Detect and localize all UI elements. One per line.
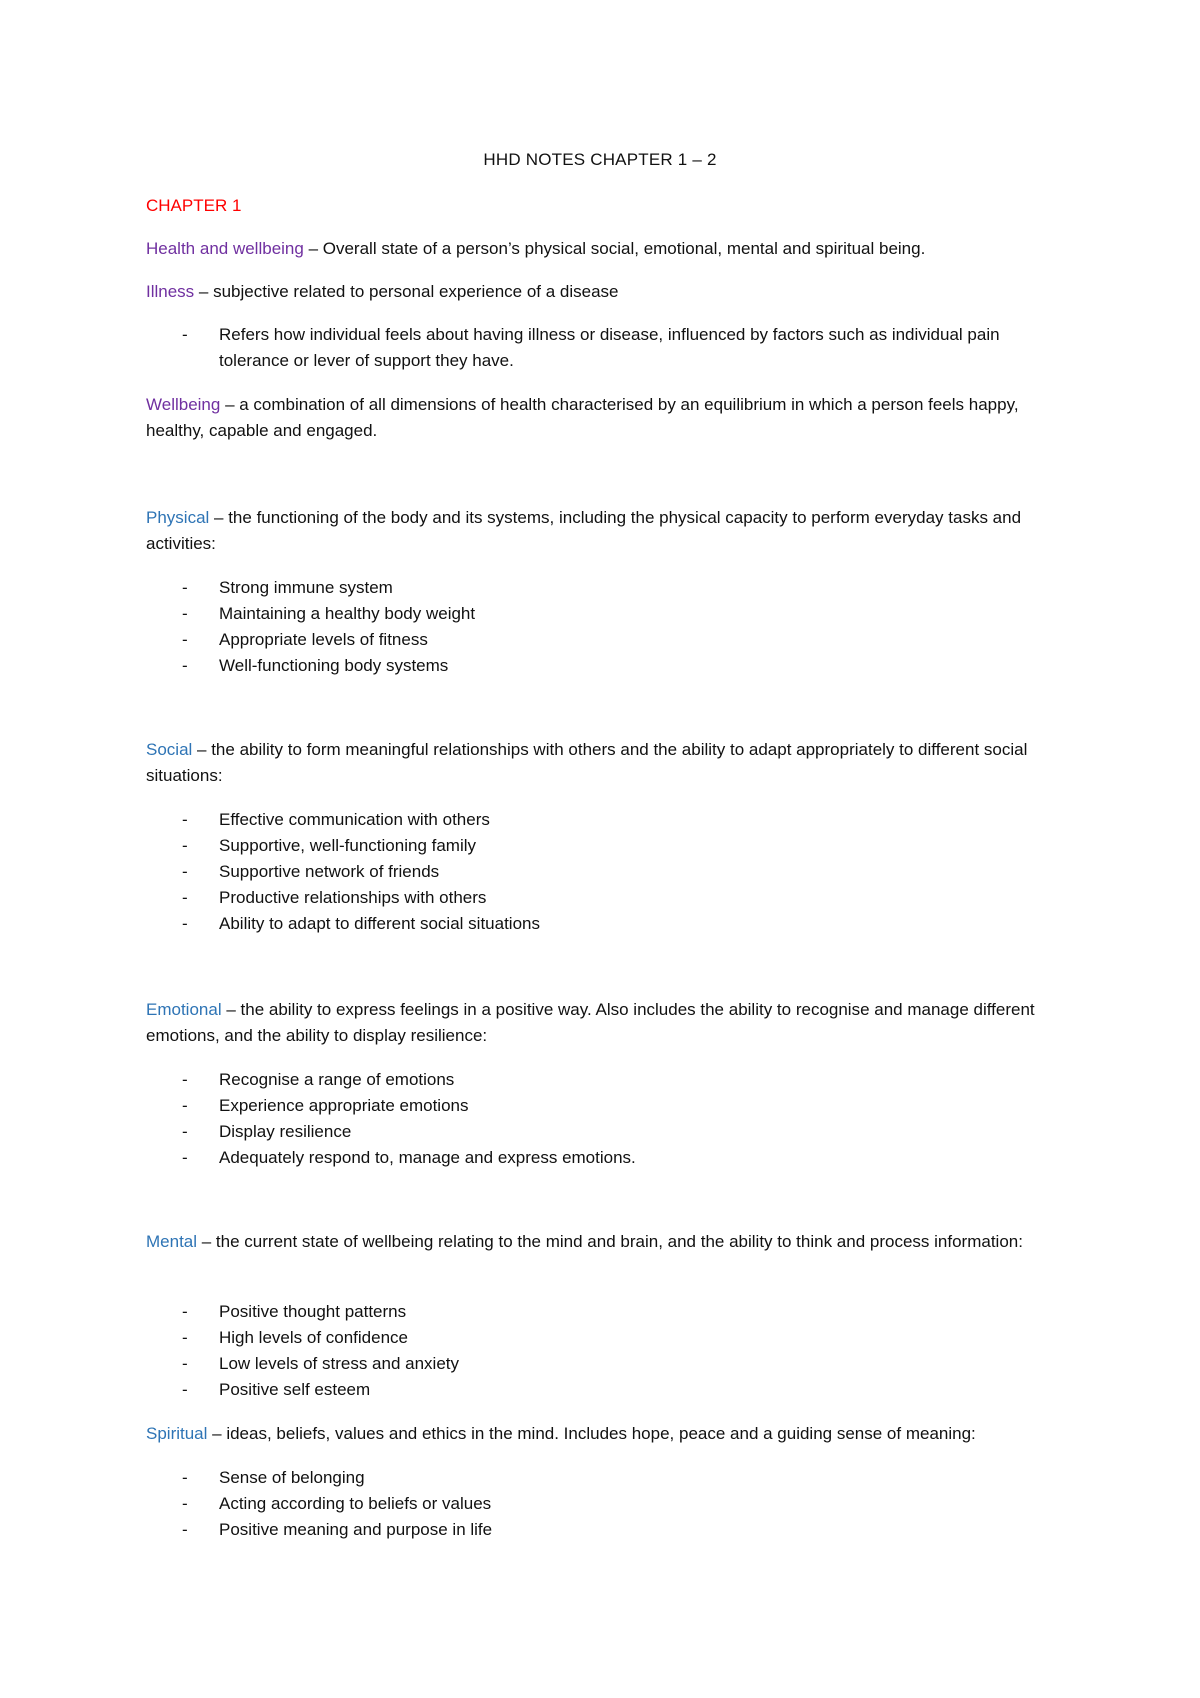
definition-text: – Overall state of a person’s physical social, emotional, mental and spiritual being. — [303, 239, 926, 258]
document-title: HHD NOTES CHAPTER 1 – 2 — [483, 150, 717, 169]
list-item-text: Low levels of stress and anxiety — [219, 1354, 460, 1373]
list-item-text: Effective communication with others — [219, 810, 490, 829]
list-item-text: Experience appropriate emotions — [219, 1096, 469, 1115]
list-item-text: Supportive network of friends — [219, 862, 440, 881]
dash-marker: - — [182, 1354, 188, 1373]
definition-text: – the ability to form meaningful relationships with others and the ability to adapt appropriately to different social situations: — [146, 740, 1028, 785]
definition-health-wellbeing — [146, 236, 1056, 262]
dash-marker: - — [182, 1520, 188, 1539]
term-physical: Physical — [146, 508, 210, 527]
list-item-text: Appropriate levels of fitness — [219, 630, 428, 649]
list-item-text: Ability to adapt to different social situations — [219, 914, 540, 933]
dash-marker: - — [182, 1302, 188, 1321]
dash-marker: - — [182, 1122, 188, 1141]
list-item-text: Strong immune system — [219, 578, 393, 597]
list-item — [146, 322, 1056, 374]
definition-emotional — [146, 997, 1056, 1049]
definition-illness — [146, 279, 1056, 305]
term-wellbeing: Wellbeing — [146, 395, 221, 414]
list-item — [146, 911, 1056, 937]
term-spiritual: Spiritual — [146, 1424, 208, 1443]
list-item — [146, 653, 1056, 679]
list-item-text: Positive thought patterns — [219, 1302, 407, 1321]
definition-text: – the ability to express feelings in a positive way. Also includes the ability to recognise and manage different emotions, and the ability to display resilience: — [146, 1000, 1035, 1045]
list-item — [146, 859, 1056, 885]
definition-text: – the current state of wellbeing relating to the mind and brain, and the ability to think and process information: — [197, 1232, 1023, 1251]
list-item-text: Productive relationships with others — [219, 888, 487, 907]
list-item-text: Sense of belonging — [219, 1468, 365, 1487]
list-item-text: Adequately respond to, manage and express emotions. — [219, 1148, 636, 1167]
list-item-text: Positive self esteem — [219, 1380, 371, 1399]
list-item — [146, 627, 1056, 653]
list-item-text: Maintaining a healthy body weight — [219, 604, 476, 623]
list-item-text: Display resilience — [219, 1122, 352, 1141]
dash-marker: - — [182, 888, 188, 907]
list-item — [146, 1093, 1056, 1119]
definition-mental — [146, 1229, 1056, 1255]
list-item-text: Acting according to beliefs or values — [219, 1494, 492, 1513]
definition-wellbeing — [146, 392, 1056, 444]
list-item-text: High levels of confidence — [219, 1328, 409, 1347]
term-emotional: Emotional — [146, 1000, 222, 1019]
definition-text: – subjective related to personal experience of a disease — [194, 282, 619, 301]
list-item-text: Refers how individual feels about having illness or disease, influenced by factors such as individual pain tolerance or lever of support they have. — [219, 325, 1000, 370]
term-mental: Mental — [146, 1232, 198, 1251]
dash-marker: - — [182, 1096, 188, 1115]
dash-marker: - — [182, 630, 188, 649]
definition-social — [146, 737, 1056, 789]
dash-marker: - — [182, 810, 188, 829]
list-item-text: Positive meaning and purpose in life — [219, 1520, 493, 1539]
dash-marker: - — [182, 1468, 188, 1487]
dash-marker: - — [182, 1148, 188, 1167]
dash-marker: - — [182, 578, 188, 597]
dash-marker: - — [182, 1070, 188, 1089]
dash-marker: - — [182, 1328, 188, 1347]
dash-marker: - — [182, 1380, 188, 1399]
dash-marker: - — [182, 604, 188, 623]
spiritual-bullet-list — [146, 1465, 1056, 1543]
term-health-wellbeing: Health and wellbeing — [146, 239, 304, 258]
dash-marker: - — [182, 836, 188, 855]
physical-bullet-list — [146, 575, 1056, 679]
list-item — [146, 1299, 1056, 1325]
definition-text: – ideas, beliefs, values and ethics in the mind. Includes hope, peace and a guiding sense of meaning: — [207, 1424, 976, 1443]
dash-marker: - — [182, 1494, 188, 1513]
social-bullet-list — [146, 807, 1056, 937]
mental-bullet-list — [146, 1299, 1056, 1403]
list-item — [146, 833, 1056, 859]
dash-marker: - — [182, 862, 188, 881]
list-item — [146, 1517, 1056, 1543]
list-item-text: Supportive, well-functioning family — [219, 836, 477, 855]
list-item — [146, 1491, 1056, 1517]
definition-text: – a combination of all dimensions of health characterised by an equilibrium in which a person feels happy, healthy, capable and engaged. — [146, 395, 1019, 440]
list-item — [146, 1325, 1056, 1351]
definition-spiritual — [146, 1421, 1056, 1447]
list-item — [146, 1119, 1056, 1145]
list-item — [146, 1145, 1056, 1171]
list-item-text: Recognise a range of emotions — [219, 1070, 455, 1089]
list-item — [146, 1351, 1056, 1377]
chapter-heading: CHAPTER 1 — [146, 196, 242, 215]
list-item — [146, 807, 1056, 833]
illness-bullet-list — [146, 322, 1056, 374]
list-item — [146, 1465, 1056, 1491]
dash-marker: - — [182, 656, 188, 675]
list-item — [146, 575, 1056, 601]
dash-marker: - — [182, 325, 188, 344]
list-item — [146, 601, 1056, 627]
emotional-bullet-list — [146, 1067, 1056, 1171]
definition-text: – the functioning of the body and its systems, including the physical capacity to perform everyday tasks and activities: — [146, 508, 1022, 553]
term-illness: Illness — [146, 282, 195, 301]
term-social: Social — [146, 740, 193, 759]
dash-marker: - — [182, 914, 188, 933]
definition-physical — [146, 505, 1056, 557]
list-item-text: Well-functioning body systems — [219, 656, 449, 675]
list-item — [146, 885, 1056, 911]
list-item — [146, 1377, 1056, 1403]
list-item — [146, 1067, 1056, 1093]
